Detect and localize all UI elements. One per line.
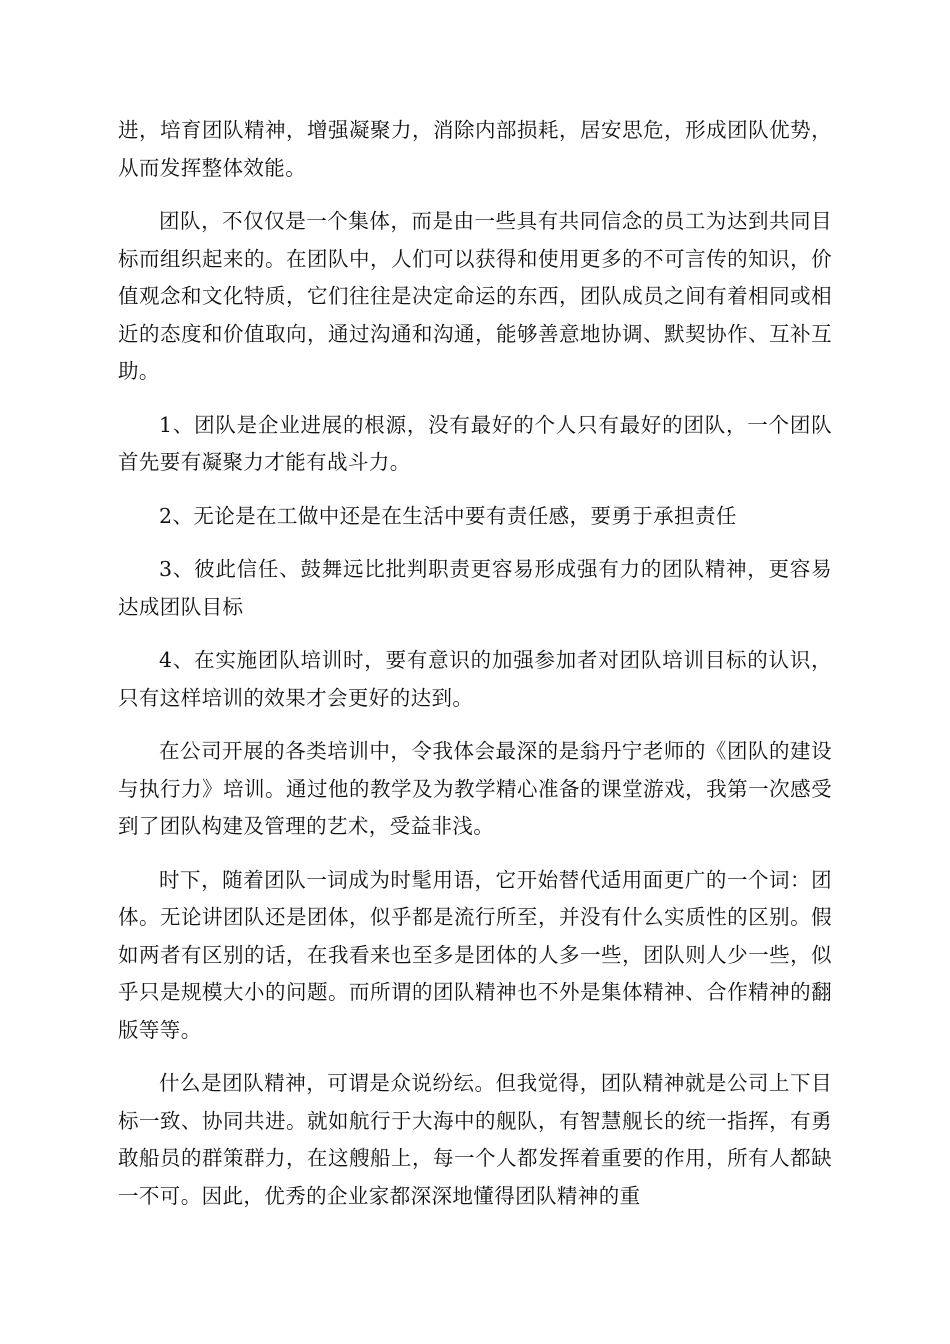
paragraph-8: 时下，随着团队一词成为时髦用语，它开始替代适用面更广的一个词：团体。无论讲团队还是团体，似乎都是流行所至，并没有什么实质性的区别。假如两者有区别的话，在我看来也至多是团体的人多一些，团队则人少一些，似乎只是规模大小的问题。而所谓的团队精神也不外是集体精神、合作精神的翻版等等。 [118,867,832,1042]
document-page [118,112,832,1231]
paragraph-6: 4、在实施团队培训时，要有意识的加强参加者对团队培训目标的认识，只有这样培训的效果才会更好的达到。 [118,648,832,710]
paragraph-5: 3、彼此信任、鼓舞远比批判职责更容易形成强有力的团队精神，更容易达成团队目标 [118,557,832,619]
paragraph-1: 进，培育团队精神，增强凝聚力，消除内部损耗，居安思危，形成团队优势，从而发挥整体效能。 [118,118,832,180]
paragraph-2: 团队，不仅仅是一个集体，而是由一些具有共同信念的员工为达到共同目标而组织起来的。在团队中，人们可以获得和使用更多的不可言传的知识，价值观念和文化特质，它们往往是决定命运的东西，团队成员之间有着相同或相近的态度和价值取向，通过沟通和沟通，能够善意地协调、默契协作、互补互助。 [118,209,832,383]
paragraph-7: 在公司开展的各类培训中，令我体会最深的是翁丹宁老师的《团队的建设与执行力》培训。通过他的教学及为教学精心准备的课堂游戏，我第一次感受到了团队构建及管理的艺术，受益非浅。 [118,739,832,838]
paragraph-9: 什么是团队精神，可谓是众说纷纭。但我觉得，团队精神就是公司上下目标一致、协同共进。就如航行于大海中的舰队，有智慧舰长的统一指挥，有勇敢船员的群策群力，在这艘船上，每一个人都发挥着重要的作用，所有人都缺一不可。因此，优秀的企业家都深深地懂得团队精神的重 [118,1071,832,1208]
paragraph-3: 1、团队是企业进展的根源，没有最好的个人只有最好的团队，一个团队首先要有凝聚力才能有战斗力。 [118,412,832,474]
paragraph-4: 2、无论是在工做中还是在生活中要有责任感，要勇于承担责任 [159,503,737,528]
